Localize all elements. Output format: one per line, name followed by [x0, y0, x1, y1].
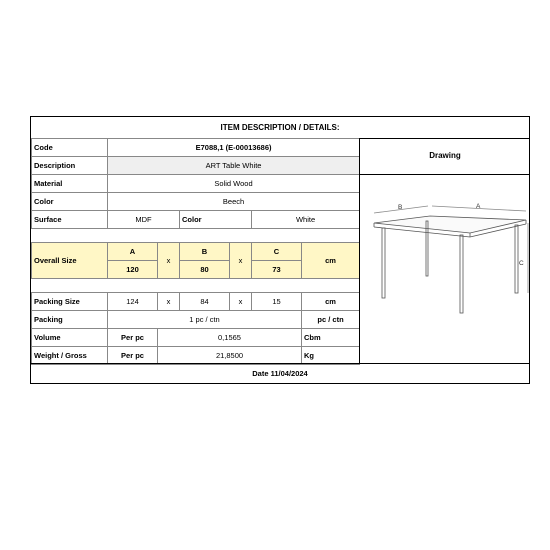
sheet-title: ITEM DESCRIPTION / DETAILS:: [31, 117, 529, 139]
row-code: [32, 139, 360, 157]
dim-a-letter: A: [108, 243, 158, 261]
weight-label: Weight / Gross: [32, 347, 108, 365]
table-drawing: [360, 175, 530, 325]
row-material: [32, 175, 360, 193]
row-overall-letters: [32, 243, 360, 261]
packing-label: Packing: [32, 311, 108, 329]
surface-label: Surface: [32, 211, 108, 229]
code-label: Code: [32, 139, 108, 157]
description-label: Description: [32, 157, 108, 175]
row-packing: [32, 311, 360, 329]
dim-b-letter: B: [180, 243, 230, 261]
dim-c-value: 73: [252, 261, 302, 279]
dim-a-value: 120: [108, 261, 158, 279]
date-footer: Date 11/04/2024: [31, 363, 529, 383]
packing-unit: pc / ctn: [302, 311, 360, 329]
dim-b-marker: B: [398, 204, 403, 211]
weight-unit: Kg: [302, 347, 360, 365]
color-value: Beech: [108, 193, 360, 211]
row-surface: [32, 211, 360, 229]
surface-color-label: Color: [180, 211, 252, 229]
weight-value: 21,8500: [158, 347, 302, 365]
packing-value: 1 pc / ctn: [108, 311, 302, 329]
volume-value: 0,1565: [158, 329, 302, 347]
description-value: ART Table White: [108, 157, 360, 175]
packing-size-v1: 124: [108, 293, 158, 311]
times-sign-2: x: [230, 243, 252, 279]
packing-size-unit: cm: [302, 293, 360, 311]
dim-c-letter: C: [252, 243, 302, 261]
spec-sheet: [30, 116, 530, 384]
row-color: [32, 193, 360, 211]
volume-per: Per pc: [108, 329, 158, 347]
packing-size-v2: 84: [180, 293, 230, 311]
overall-size-label: Overall Size: [32, 243, 108, 279]
color-label: Color: [32, 193, 108, 211]
row-packing-size: [32, 293, 360, 311]
surface-color-value: White: [252, 211, 360, 229]
material-label: Material: [32, 175, 108, 193]
dim-b-value: 80: [180, 261, 230, 279]
packing-size-v3: 15: [252, 293, 302, 311]
weight-per: Per pc: [108, 347, 158, 365]
spec-table: [31, 138, 360, 365]
drawing-label: Drawing: [360, 138, 530, 175]
overall-unit: cm: [302, 243, 360, 279]
code-value: E7088,1 (E-00013686): [108, 139, 360, 157]
row-volume: [32, 329, 360, 347]
packing-times-1: x: [158, 293, 180, 311]
drawing-panel: [359, 138, 530, 364]
packing-times-2: x: [230, 293, 252, 311]
dim-a-marker: A: [476, 203, 481, 210]
row-description: [32, 157, 360, 175]
volume-label: Volume: [32, 329, 108, 347]
volume-unit: Cbm: [302, 329, 360, 347]
dim-c-marker: C: [519, 260, 524, 267]
material-value: Solid Wood: [108, 175, 360, 193]
times-sign-1: x: [158, 243, 180, 279]
packing-size-label: Packing Size: [32, 293, 108, 311]
row-weight: [32, 347, 360, 365]
surface-value: MDF: [108, 211, 180, 229]
